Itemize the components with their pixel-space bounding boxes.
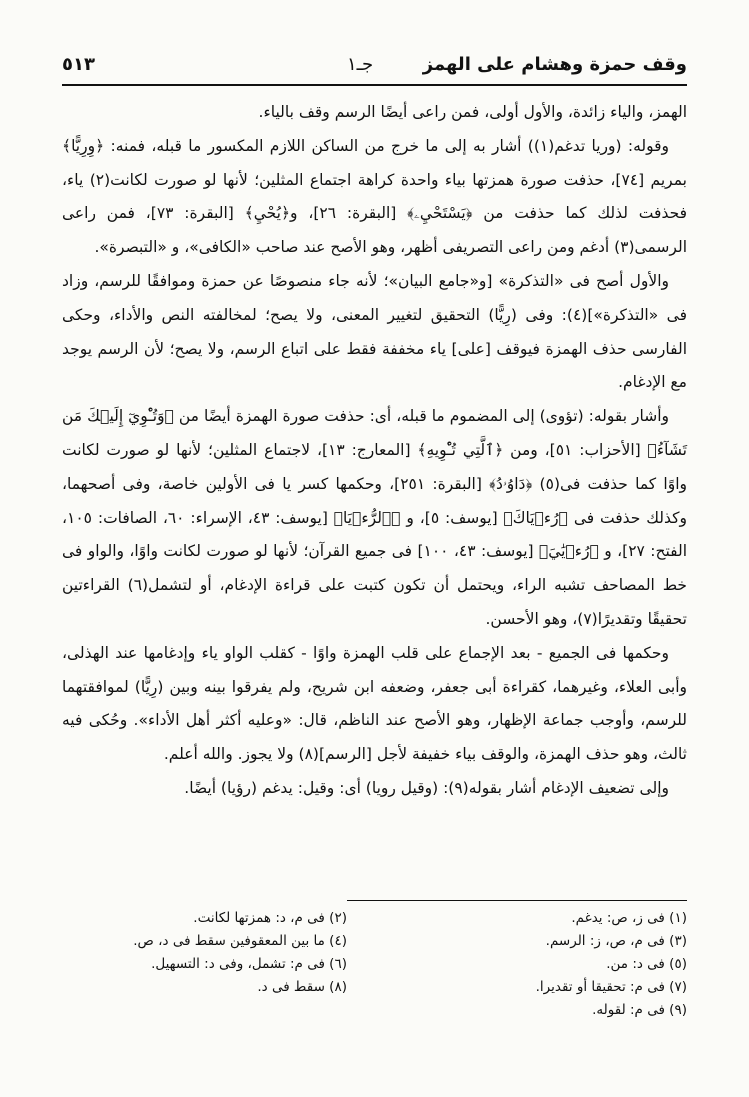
paragraph: والأول أصح فى «التذكرة» [و«جامع البيان»؛ لأنه جاء منصوصًا عن حمزة وموافقًا للرسم، وزاد فى «التذكرة»](٤): وفى (رِيًّا) التحقيق لتغيير المعنى، ولا يصح؛ لمخالفته النص والأداء، وحكى الفارسى حذف الهمزة فيوقف [على] ياء مخففة فقط على اتباع الرسم، ولا يصح؛ لأن الرسم يوجد مع الإدغام. xyxy=(62,271,687,392)
footnote-divider xyxy=(347,900,687,901)
page-number: ٥١٣ xyxy=(62,54,95,75)
volume-label: جـ١ xyxy=(347,54,374,75)
footnote: (٣) فى م، ص، ز: الرسم. xyxy=(545,933,687,949)
footnotes-odd-column xyxy=(357,907,687,1022)
footnote: (٥) فى د: من. xyxy=(606,956,687,972)
footnote: (٧) فى م: تحقيقا أو تقديرا. xyxy=(535,979,687,995)
footnote: (٢) فى م، د: همزتها لكانت. xyxy=(193,910,347,926)
footnotes-even-column xyxy=(17,907,347,999)
paragraph: وقوله: (وريا تدغم(١)) أشار به إلى ما خرج من الساكن اللازم المكسور ما قبله، فمنه: ﴿وِرِيًّا﴾ بمريم [٧٤]، حذفت صورة همزتها بياء واحدة كراهة اجتماع المثلين؛ لأنها لو صورت لكانت(٢) ياء، فحذفت لذلك كما حذفت من ﴿يَسْتَحْيِۦ﴾ [البقرة: ٢٦]، و﴿يُحْيِ﴾ [البقرة: ٧٣]، فمن راعى الرسمى(٣) أدغم ومن راعى التصريفى أظهر، وهو الأصح عند صاحب «الكافى»، و «التبصرة». xyxy=(62,136,687,257)
paragraph: وإلى تضعيف الإدغام أشار بقوله(٩): (وقيل رويا) أى: وقيل: يدغم (رؤيا) أيضًا. xyxy=(184,778,669,797)
paragraph: وحكمها فى الجميع - بعد الإجماع على قلب الهمزة واوًا - كقلب الواو ياء وإدغامها عند الهذلى، وأبى العلاء، وغيرهما، كقراءة أبى جعفر، وضعفه ابن شريح، ولم يفرقوا بينه وبين (رِيًّا) لموافقتهما للرسم، وأوجب جماعة الإظهار، وهو الأصح عند الناظم، قال: «وعليه أكثر أهل الأداء». وحُكى فيه ثالث، وهو حذف الهمزة، والوقف بياء خفيفة لأجل [الرسم](٨) ولا يجوز. والله أعلم. xyxy=(62,643,687,764)
page-header xyxy=(62,50,687,80)
paragraph: وأشار بقوله: (تؤوى) إلى المضموم ما قبله، أى: حذفت صورة الهمزة أيضًا من ﴿وَتُـْٔوِيٓ إِلَيۡكَ مَن تَشَآءُ﴾ [الأحزاب: ٥١]، ومن ﴿ٱلَّتِي تُـْٔوِيهِ﴾ [المعارج: ١٣]، لاجتماع المثلين؛ لأنها لو صورت لكانت واوًا كما حذفت فى(٥) ﴿دَاوُۥدُ﴾ [البقرة: ٢٥١]، وحكمها كسر يا فى الأولين خاصة، وفى أصحهما، وكذلك حذفت فى ﴿رُءۡيَاكَ﴾ [يوسف: ٥]، و ﴿ٱلرُّءۡيَا﴾ [يوسف: ٤٣، الإسراء: ٦٠، الصافات: ١٠٥، الفتح: ٢٧]، و ﴿رُءۡيَٰيَ﴾ [يوسف: ٤٣، ١٠٠] فى جميع القرآن؛ لأنها لو صورت لكانت واوًا، والواو فى خط المصاحف تشبه الراء، ويحتمل أن تكون كتبت على قراءة الإدغام، أو لتشمل(٦) القراءتين تحقيقًا وتقديرًا(٧)، وهو الأحسن. xyxy=(62,407,688,628)
footnote: (١) فى ز، ص: يدغم. xyxy=(571,910,687,926)
header-divider xyxy=(62,84,687,86)
paragraph: الهمز، والياء زائدة، والأول أولى، فمن راعى أيضًا الرسم وقف بالياء. xyxy=(258,103,687,121)
main-text xyxy=(62,96,687,806)
running-title: وقف حمزة وهشام على الهمز xyxy=(422,54,687,75)
footnote: (٤) ما بين المعقوفين سقط فى د، ص. xyxy=(133,933,347,949)
footnote: (٦) فى م: تشمل، وفى د: التسهيل. xyxy=(151,956,347,972)
footnote: (٨) سقط فى د. xyxy=(257,979,347,995)
footnote: (٩) فى م: لقوله. xyxy=(592,1002,687,1018)
